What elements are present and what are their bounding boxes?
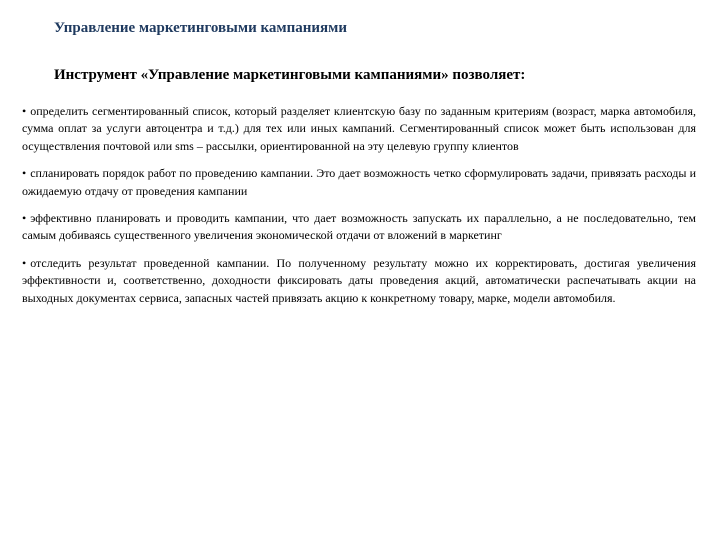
bullet-text: эффективно планировать и проводить кампании, что дает возможность запускать их параллельно, а не последовательно, тем самым добиваясь существенного увеличения экономической отдачи от вложений в маркетинг xyxy=(22,211,696,243)
bullet-marker-icon: • xyxy=(22,166,27,181)
bullet-text: отследить результат проведенной кампании. По полученному результату можно их корректировать, достигая увеличения эффективности и, соответственно, доходности фиксировать даты проведения акций, автоматически распечатывать акции на выходных документах сервиса, запасных частей привязать акцию к конкретному товару, марке, модели автомобиля. xyxy=(22,255,696,305)
bullet-text: спланировать порядок работ по проведению кампании. Это дает возможность четко сформулировать задачи, привязать расходы и ожидаемую отдачу от проведения кампании xyxy=(22,166,696,198)
bullet-marker-icon: • xyxy=(22,255,27,270)
bullet-item xyxy=(22,210,696,245)
bullet-item xyxy=(22,165,696,200)
bullet-item xyxy=(22,255,696,307)
bullet-marker-icon: • xyxy=(22,211,27,226)
slide-title: Управление маркетинговыми кампаниями xyxy=(54,20,347,36)
bullet-text: определить сегментированный список, который разделяет клиентскую базу по заданным критериям (возраст, марка автомобиля, сумма оплат за услуги автоцентра и т.д.) для тех или иных кампаний. Сегментированный список может быть использован для осуществления почтовой или sms – рассылки, ориентированной на эту целевую группу клиентов xyxy=(22,104,696,153)
bullet-list xyxy=(22,103,696,317)
bullet-marker-icon: • xyxy=(22,104,27,118)
bullet-item xyxy=(22,103,696,155)
slide-subtitle: Инструмент «Управление маркетинговыми кампаниями» позволяет: xyxy=(54,67,526,83)
